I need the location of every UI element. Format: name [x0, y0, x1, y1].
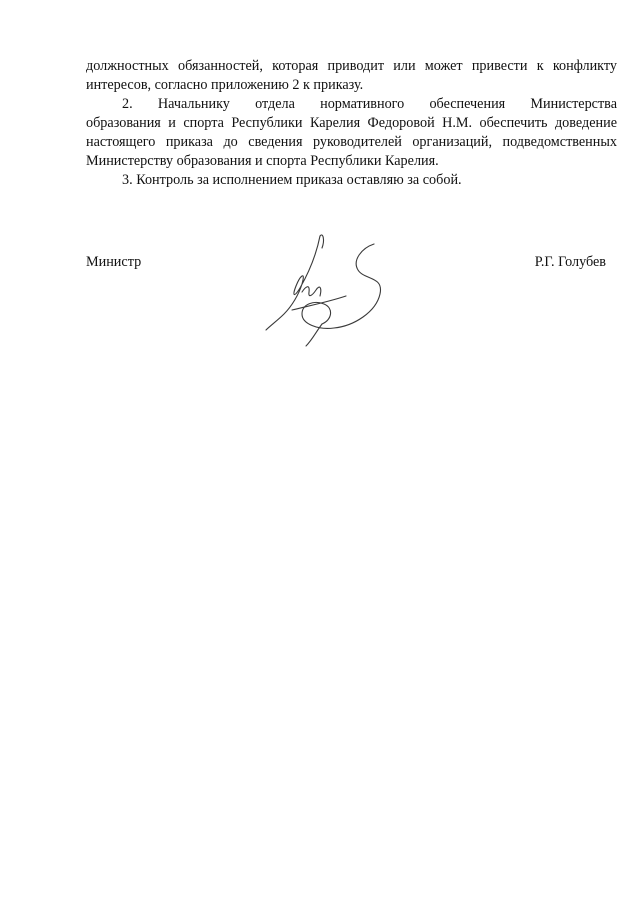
- signatory-name: Р.Г. Голубев: [534, 254, 606, 270]
- paragraph-item-2-line-4: Министерству образования и спорта Республики Карелия.: [86, 153, 439, 169]
- handwritten-signature-icon: [262, 226, 392, 350]
- paragraph-item-2-line-3: настоящего приказа до сведения руководителей организаций, подведомственных: [86, 134, 617, 150]
- paragraph-item-2-line-2: образования и спорта Республики Карелия Федоровой Н.М. обеспечить доведение: [86, 115, 617, 131]
- signatory-title: Министр: [86, 254, 142, 270]
- document-body: [86, 57, 617, 190]
- paragraph-item-3: 3. Контроль за исполнением приказа оставляю за собой.: [122, 172, 462, 188]
- paragraph-item-2: [86, 95, 617, 171]
- paragraph-continuation: должностных обязанностей, которая приводит или может привести к конфликту интересов, согласно приложению 2 к приказу.: [86, 58, 617, 93]
- paragraph-item-2-line-1: 2. Начальнику отдела нормативного обеспечения Министерства: [122, 96, 617, 112]
